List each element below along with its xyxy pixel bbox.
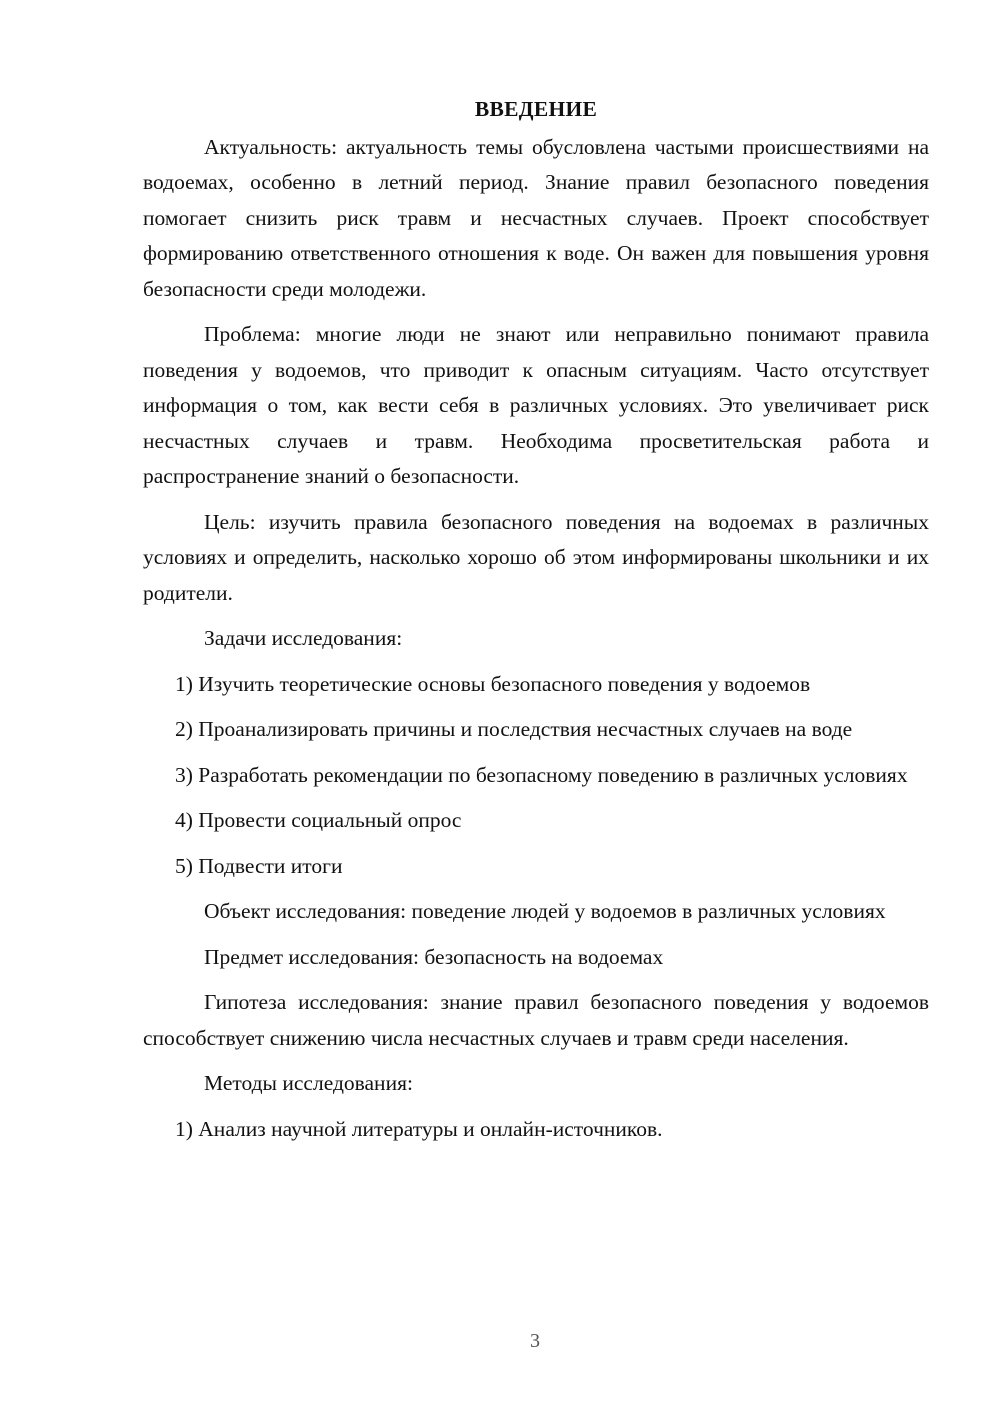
page-number: 3	[530, 1330, 540, 1352]
task-item-4: 4) Провести социальный опрос	[175, 808, 462, 832]
relevance-paragraph: Актуальность: актуальность темы обусловлена частыми происшествиями на водоемах, особенно в летний период. Знание правил безопасного поведения помогает снизить риск травм и несчастных случаев. Проект способствует формированию ответственного отношения к воде. Он важен для повышения уровня безопасности среди молодежи.	[143, 134, 929, 301]
hypothesis-paragraph: Гипотеза исследования: знание правил безопасного поведения у водоемов способствует снижению числа несчастных случаев и травм среди населения.	[143, 990, 929, 1050]
section-heading: ВВЕДЕНИЕ	[474, 97, 598, 121]
methods-label: Методы исследования:	[204, 1071, 413, 1095]
problem-paragraph: Проблема: многие люди не знают или неправильно понимают правила поведения у водоемов, что приводит к опасным ситуациям. Часто отсутствует информация о том, как вести себя в различных условиях. Это увеличивает риск несчастных случаев и травм. Необходима просветительская работа и распространение знаний о безопасности.	[143, 322, 929, 488]
page-content	[143, 92, 929, 1157]
task-item-5: 5) Подвести итоги	[175, 853, 343, 878]
task-item-1: 1) Изучить теоретические основы безопасного поведения у водоемов	[175, 671, 811, 696]
method-item-1: 1) Анализ научной литературы и онлайн-источников.	[175, 1116, 663, 1141]
object-paragraph: Объект исследования: поведение людей у водоемов в различных условиях	[204, 899, 886, 923]
task-item-2: 2) Проанализировать причины и последствия несчастных случаев на воде	[175, 717, 853, 741]
task-item-3: 3) Разработать рекомендации по безопасному поведению в различных условиях	[175, 762, 908, 787]
tasks-label: Задачи исследования:	[204, 626, 403, 650]
goal-paragraph: Цель: изучить правила безопасного поведения на водоемах в различных условиях и определить, насколько хорошо об этом информированы школьники и их родители.	[143, 509, 929, 605]
subject-paragraph: Предмет исследования: безопасность на водоемах	[204, 944, 664, 969]
